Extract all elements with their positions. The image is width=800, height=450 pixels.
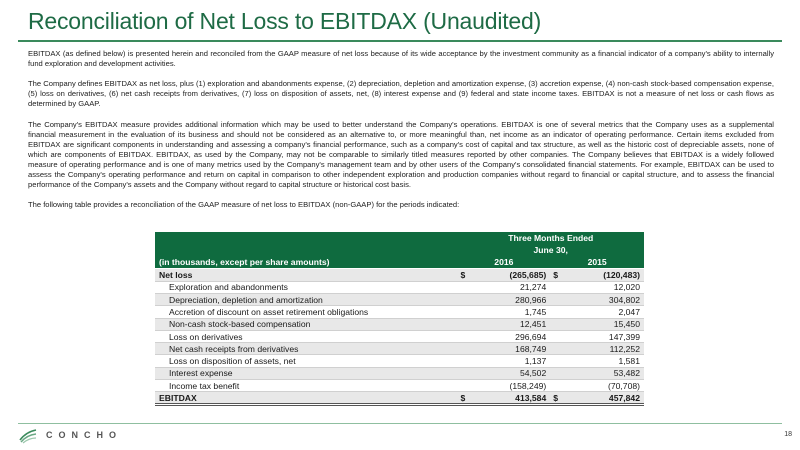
page-number: 18 (784, 431, 792, 438)
company-logo (40, 425, 122, 445)
table-row: Income tax benefit (158,249) (70,708) (155, 380, 644, 392)
reconciliation-table (155, 232, 644, 406)
units-label: (in thousands, except per share amounts) (155, 257, 457, 269)
title-divider (18, 40, 782, 42)
period-header: Three Months Ended (457, 232, 644, 244)
column-header-2016: 2016 (457, 257, 550, 269)
table-row: Interest expense 54,502 53,482 (155, 367, 644, 379)
table-row: Depreciation, depletion and amortization 280,966 304,802 (155, 293, 644, 305)
column-header-2015: 2015 (550, 257, 644, 269)
table-header-row (155, 232, 644, 244)
paragraph-intro: EBITDAX (as defined below) is presented herein and reconciled from the GAAP measure of net loss because of its wide acceptance by the investment community as a financial indicator of a company's ability to internally fund exploration and development activities. (28, 49, 774, 69)
table-row: Non-cash stock-based compensation 12,451 15,450 (155, 318, 644, 330)
table-row-ebitdax-total: EBITDAX $ 413,584 $ 457,842 (155, 392, 644, 404)
table-row: Loss on derivatives 296,694 147,399 (155, 330, 644, 342)
body-text (28, 49, 774, 221)
paragraph-definition: The Company defines EBITDAX as net loss, plus (1) exploration and abandonments expense, (2) depreciation, depletion and amortization expense, (3) accretion expense, (4) non-cash stock-based compensation expense, (5) loss on derivatives, (6) net cash receipts from derivatives, (7) loss on disposition of assets, net, (8) interest expense and (9) federal and state income taxes. EBITDAX is not a measure of net loss or cash flows as determined by GAAP. (28, 79, 774, 109)
paragraph-usage: The Company's EBITDAX measure provides additional information which may be used to better understand the Company's operations. EBITDAX is one of several metrics that the Company uses as a supplemental financial measurement in the evaluation of its business and should not be considered as an alternative to, or more meaningful than, net income as an indicator of operating performance. Certain items excluded from EBITDAX are significant components in understanding and assessing a company's financial performance, such as a company's cost of capital and tax structure, as well as the historic cost of depreciable assets, none of which are components of EBITDAX. EBITDAX, as used by the Company, may not be comparable to similarly titled measures reported by other companies. The Company believes that EBITDAX is a widely followed measure of operating performance and is one of many metrics used by the Company's management team and by other users of the Company's consolidated financial statements. For example, EBITDAX can be used to assess the Company's operating performance and return on capital in comparison to other independent exploration and production companies without regard to financial or capital structure, and to assess the financial performance of the Company's assets and the Company without regard to capital structure or historical cost basis. (28, 119, 774, 190)
concho-leaf-icon (18, 424, 38, 444)
table-row: Loss on disposition of assets, net 1,137 1,581 (155, 355, 644, 367)
logo-wordmark: CONCHO (46, 430, 122, 440)
table-header-row (155, 244, 644, 256)
paragraph-table-intro: The following table provides a reconciliation of the GAAP measure of net loss to EBITDAX (non-GAAP) for the periods indicated: (28, 200, 460, 210)
table-row: Net cash receipts from derivatives 168,749 112,252 (155, 343, 644, 355)
table-row: Exploration and abandonments 21,274 12,020 (155, 281, 644, 293)
slide-title: Reconciliation of Net Loss to EBITDAX (Unaudited) (28, 8, 542, 34)
table-row: Accretion of discount on asset retirement obligations 1,745 2,047 (155, 306, 644, 318)
footer-divider (18, 423, 782, 424)
period-subheader: June 30, (457, 244, 644, 256)
table-row-net-loss: Net loss $ (265,685) $ (120,483) (155, 269, 644, 281)
table-header-row (155, 257, 644, 269)
